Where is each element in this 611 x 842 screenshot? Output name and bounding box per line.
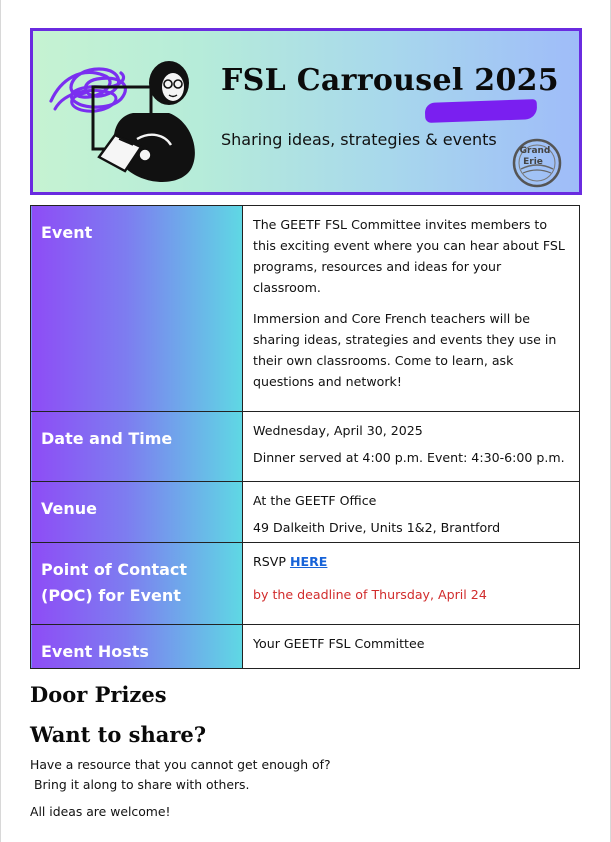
event-details-table	[30, 205, 580, 669]
header-banner	[30, 28, 582, 195]
page-left-edge	[0, 0, 1, 842]
rsvp-prefix: RSVP	[253, 554, 290, 569]
table-row-hosts	[31, 625, 580, 669]
svg-text:Grand: Grand	[519, 146, 551, 156]
door-prizes-heading: Door Prizes	[30, 682, 167, 707]
share-line-3: All ideas are welcome!	[30, 804, 171, 819]
table-row-event	[31, 206, 580, 412]
date-time-value	[243, 412, 580, 482]
venue-value	[243, 482, 580, 543]
share-line-2: Bring it along to share with others.	[30, 777, 250, 792]
event-description	[243, 206, 580, 412]
venue-name: At the GEETF Office	[253, 493, 377, 508]
label-event: Event	[31, 206, 243, 412]
want-to-share-heading: Want to share?	[30, 722, 207, 747]
teacher-illustration	[41, 39, 231, 189]
event-times: Dinner served at 4:00 p.m. Event: 4:30-6:00 p.m.	[253, 450, 565, 465]
label-event-hosts: Event Hosts	[31, 625, 243, 669]
event-date: Wednesday, April 30, 2025	[253, 423, 423, 438]
share-text	[30, 755, 530, 822]
hosts-value: Your GEETF FSL Committee	[243, 625, 580, 669]
contact-value	[243, 543, 580, 625]
svg-text:Erie: Erie	[523, 157, 543, 167]
rsvp-deadline: by the deadline of Thursday, April 24	[253, 587, 487, 602]
redaction-mark	[425, 99, 538, 123]
table-row-date	[31, 412, 580, 482]
table-row-contact	[31, 543, 580, 625]
label-point-of-contact: Point of Contact (POC) for Event	[31, 543, 243, 625]
grand-erie-logo	[505, 137, 565, 189]
label-date-time: Date and Time	[31, 412, 243, 482]
event-paragraph-2: Immersion and Core French teachers will be sharing ideas, strategies and events they use in their own classrooms. Come to learn, ask questions and network!	[253, 311, 557, 389]
event-paragraph-1: The GEETF FSL Committee invites members to this exciting event where you can hear about FSL programs, resources and ideas for your classroom.	[253, 217, 565, 295]
rsvp-link[interactable]: HERE	[289, 554, 328, 569]
page-title: FSL Carrousel 2025	[221, 63, 559, 98]
label-venue: Venue	[31, 482, 243, 543]
table-row-venue	[31, 482, 580, 543]
banner-subtitle: Sharing ideas, strategies & events	[221, 130, 497, 149]
venue-address: 49 Dalkeith Drive, Units 1&2, Brantford	[253, 520, 501, 535]
share-line-1: Have a resource that you cannot get enough of?	[30, 757, 331, 772]
